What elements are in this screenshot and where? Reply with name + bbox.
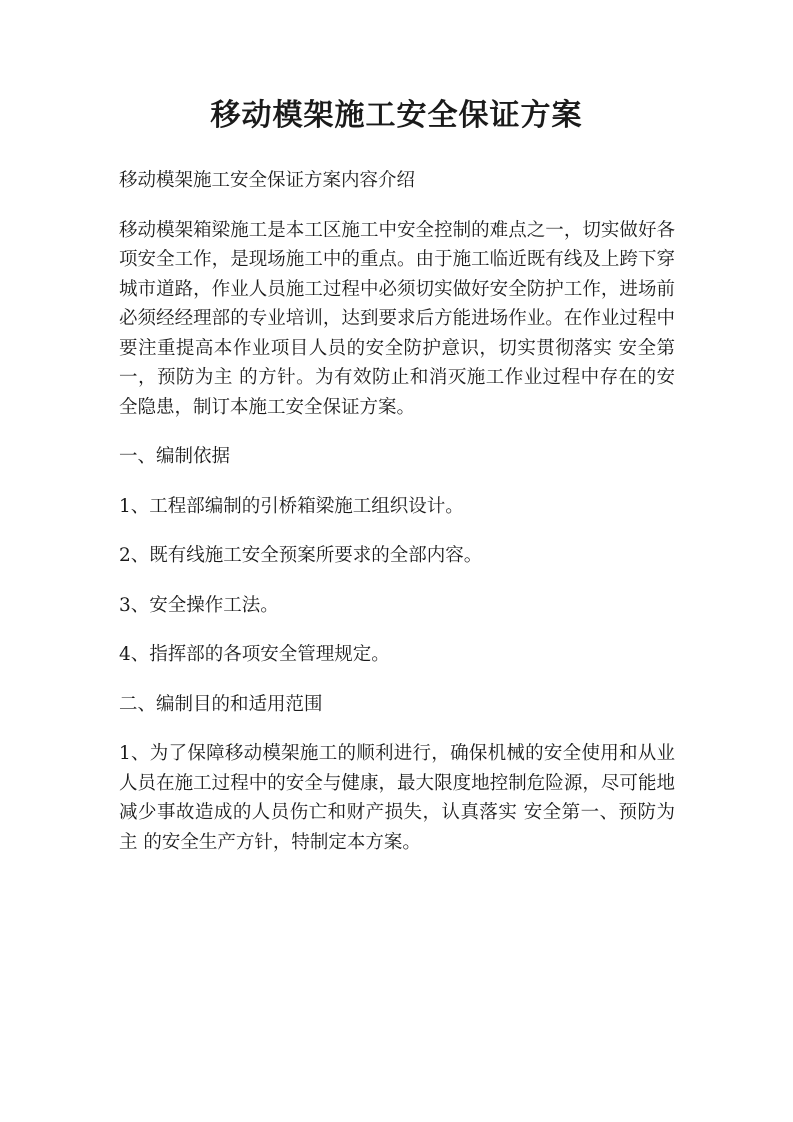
section2-heading: 二、编制目的和适用范围 [119,693,323,715]
intro-paragraph: 移动模架箱梁施工是本工区施工中安全控制的难点之一，切实做好各项安全工作，是现场施工中的重点。由于施工临近既有线及上跨下穿城市道路，作业人员施工过程中必须切实做好安全防护工作，进场前必须经经理部的专业培训，达到要求后方能进场作业。在作业过程中要注重提高本作业项目人员的安全防护意识，切实贯彻落实 安全第一，预防为主 的方针。为有效防止和消灭施工作业过程中存在的安全隐患，制订本施工安全保证方案。 [119,219,675,418]
document-title: 移动模架施工安全保证方案 [210,98,583,133]
section1-item-1: 1、工程部编制的引桥箱梁施工组织设计。 [119,495,464,517]
section1-item-4: 4、指挥部的各项安全管理规定。 [119,644,390,665]
section2-item-1: 1、为了保障移动模架施工的顺利进行，确保机械的安全使用和从业人员在施工过程中的安全与健康，最大限度地控制危险源，尽可能地减少事故造成的人员伤亡和财产损失，认真落实 安全第一、预防为主 的安全生产方针，特制定本方案。 [119,743,675,853]
subtitle: 移动模架施工安全保证方案内容介绍 [119,170,416,191]
section1-item-3: 3、安全操作工法。 [119,594,279,616]
section1-item-2: 2、既有线施工安全预案所要求的全部内容。 [119,545,483,566]
section1-heading: 一、编制依据 [119,446,231,467]
document-body [119,166,675,877]
